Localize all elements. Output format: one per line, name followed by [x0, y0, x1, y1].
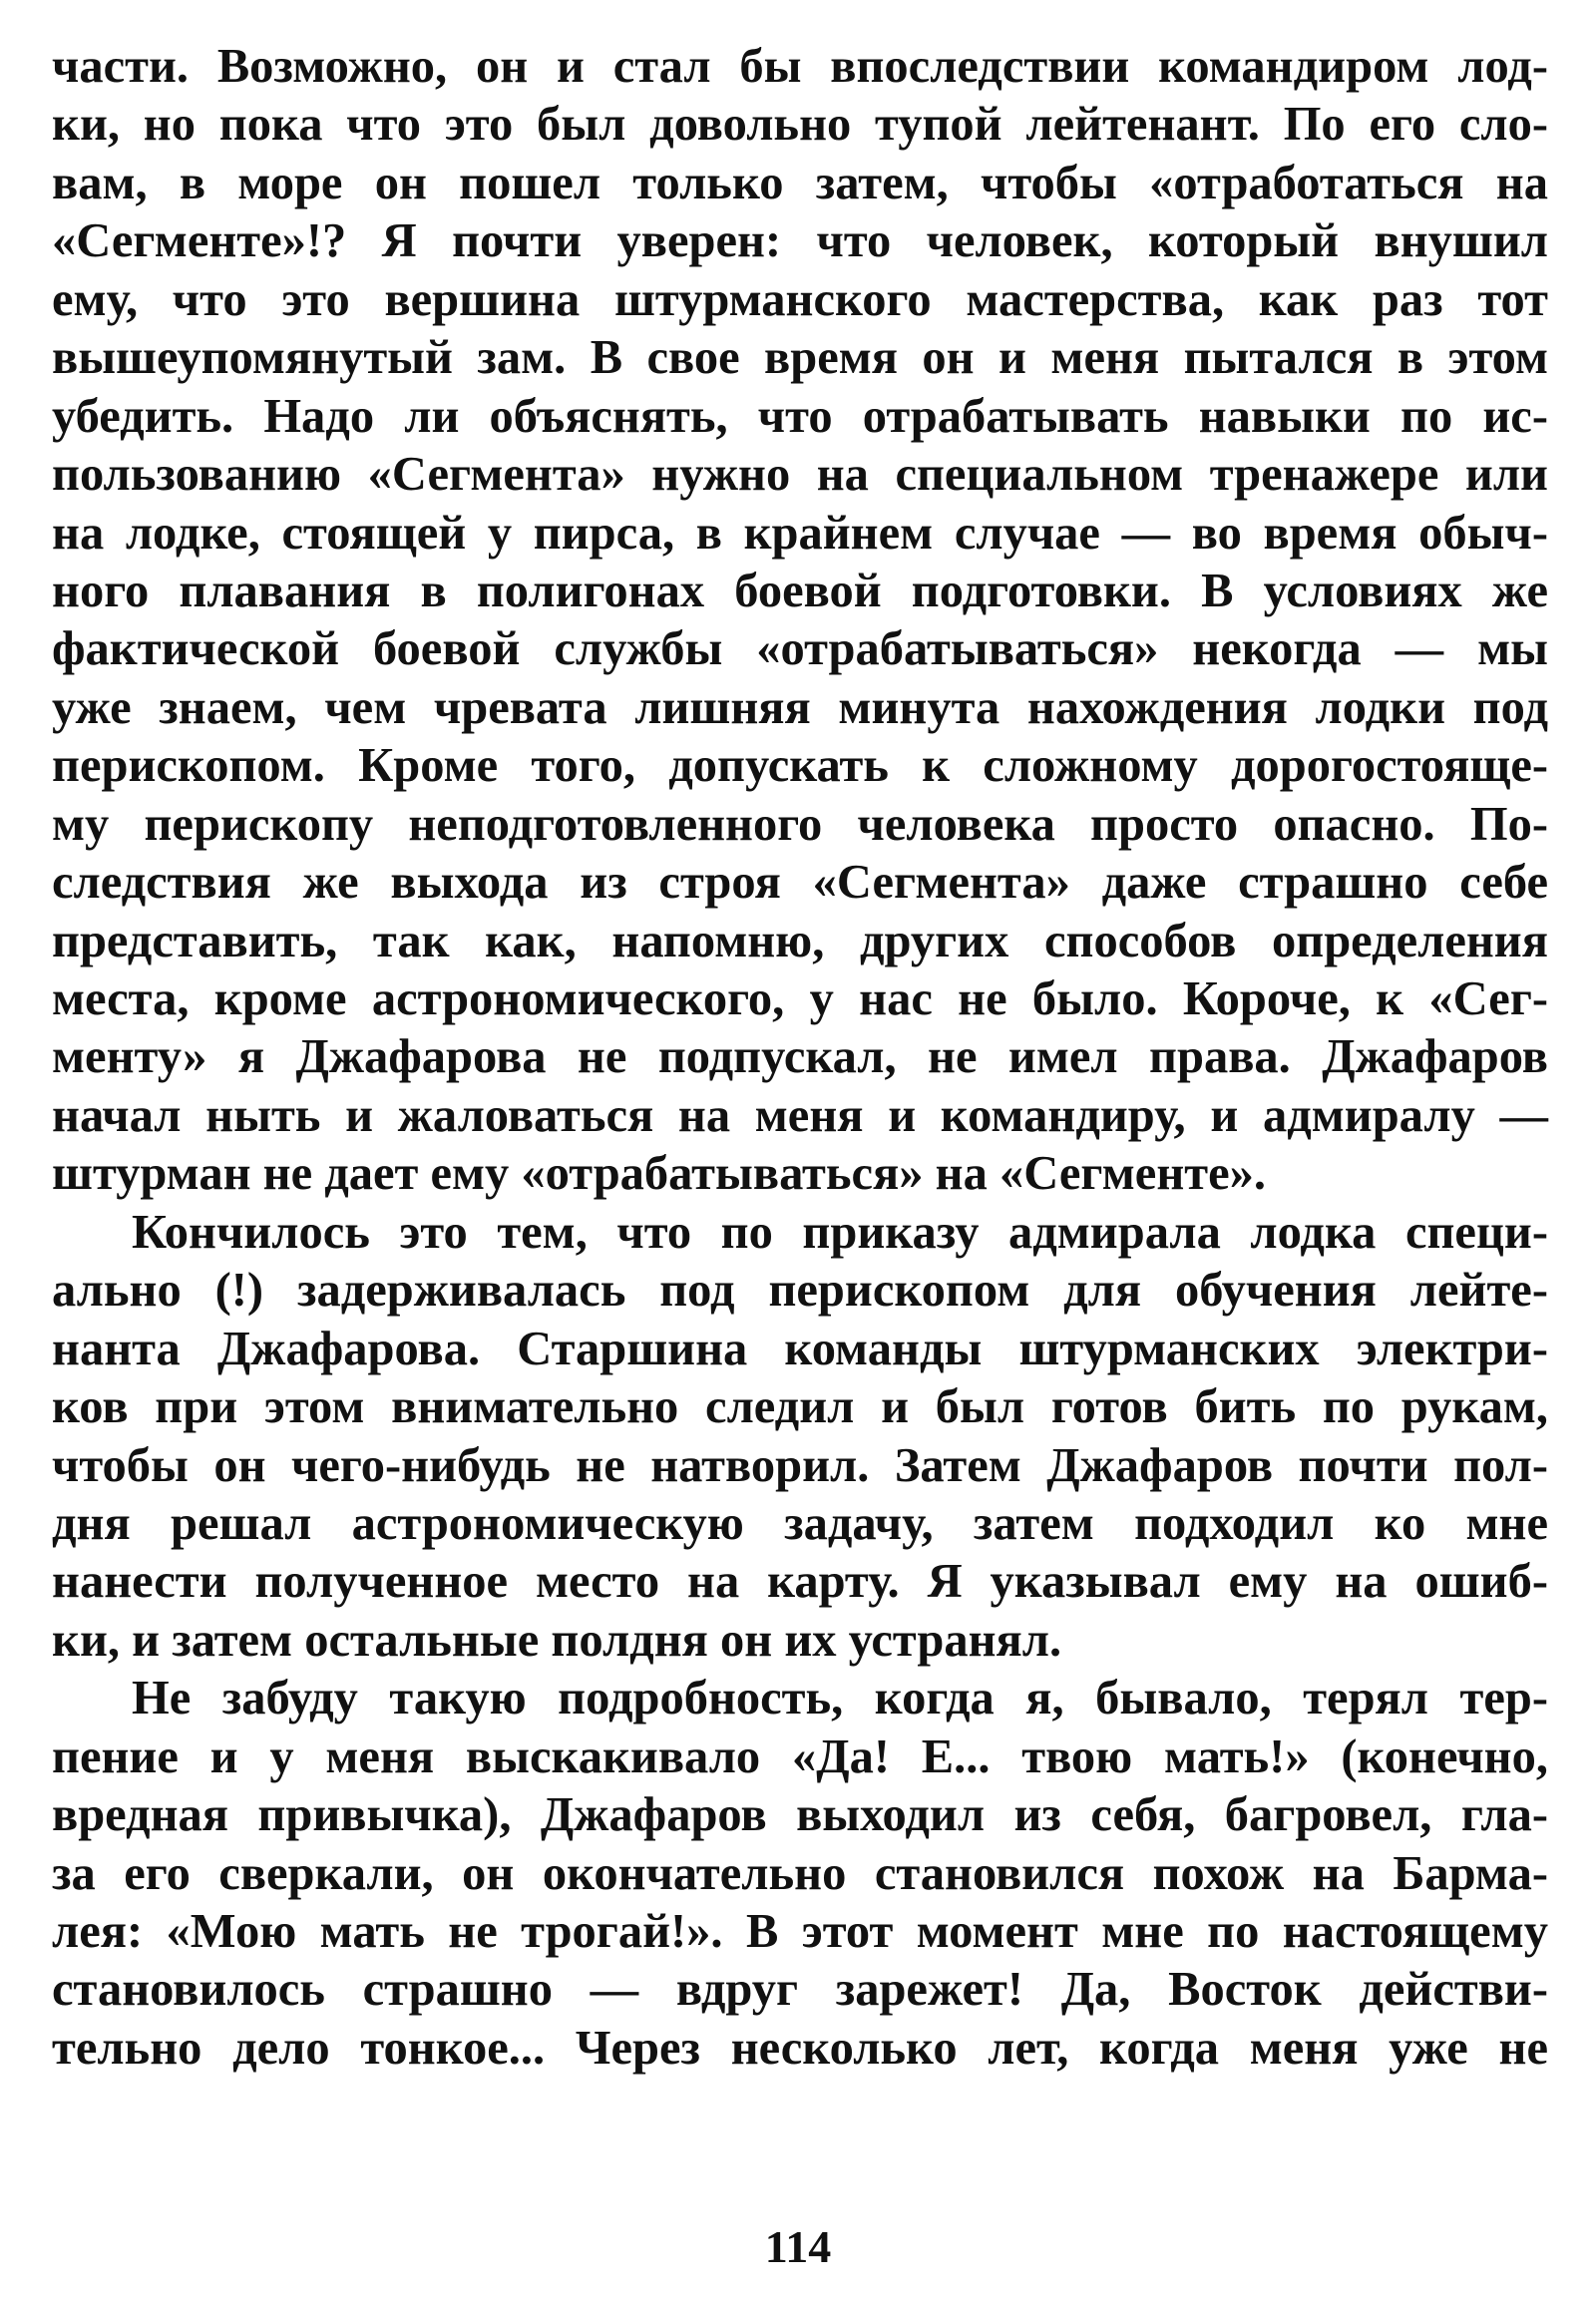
- text-line: пользованию «Сегмента» нужно на специальном тренажере или: [52, 448, 1548, 502]
- text-line: пение и у меня выскакивало «Да! Е... твою мать!» (конечно,: [52, 1729, 1548, 1783]
- text-line: дня решал астрономическую задачу, затем подходил ко мне: [52, 1496, 1548, 1550]
- text-line: на лодке, стоящей у пирса, в крайнем случае — во время обыч-: [52, 506, 1548, 560]
- text-line: вам, в море он пошел только затем, чтобы «отработаться на: [52, 156, 1548, 209]
- text-line: уже знаем, чем чревата лишняя минута нахождения лодки под: [52, 680, 1548, 734]
- text-line: менту» я Джафарова не подпускал, не имел права. Джафаров: [52, 1030, 1548, 1084]
- text-line: убедить. Надо ли объяснять, что отрабатывать навыки по ис-: [52, 389, 1548, 443]
- text-line: ного плавания в полигонах боевой подготовки. В условиях же: [52, 564, 1548, 617]
- text-line: становилось страшно — вдруг зарежет! Да, Восток действи-: [52, 1963, 1548, 2017]
- text-line: представить, так как, напомню, других способов определения: [52, 914, 1548, 967]
- text-line: «Сегменте»!? Я почти уверен: что человек, который внушил: [52, 214, 1548, 268]
- text-line: нанта Джафарова. Старшина команды штурманских электри-: [52, 1322, 1548, 1375]
- page-number: 114: [764, 2221, 832, 2272]
- text-line: лея: «Мою мать не трогай!». В этот момент мне по настоящему: [52, 1905, 1548, 1958]
- text-line: чтобы он чего-нибудь не натворил. Затем Джафаров почти пол-: [52, 1438, 1548, 1492]
- text-line: ему, что это вершина штурманского мастерства, как раз тот: [52, 272, 1548, 326]
- text-line: ки, но пока что это был довольно тупой лейтенант. По его сло-: [52, 98, 1548, 152]
- text-line: места, кроме астрономического, у нас не было. Короче, к «Сег-: [52, 972, 1548, 1025]
- text-line: ков при этом внимательно следил и был готов бить по рукам,: [52, 1380, 1548, 1434]
- text-line: тельно дело тонкое... Через несколько лет, когда меня уже не: [52, 2021, 1548, 2075]
- text-line: фактической боевой службы «отрабатываться» некогда — мы: [52, 622, 1548, 676]
- text-line: начал ныть и жаловаться на меня и командиру, и адмиралу —: [52, 1088, 1548, 1142]
- text-line: части. Возможно, он и стал бы впоследствии командиром лод-: [52, 40, 1548, 93]
- text-line: Кончилось это тем, что по приказу адмирала лодка специ-: [132, 1205, 1548, 1259]
- text-line: вредная привычка), Джафаров выходил из себя, багровел, гла-: [52, 1788, 1548, 1842]
- text-line: ально (!) задерживалась под перископом для обучения лейте-: [52, 1264, 1548, 1318]
- text-line: за его сверкали, он окончательно становился похож на Барма-: [52, 1846, 1548, 1900]
- text-line: вышеупомянутый зам. В свое время он и меня пытался в этом: [52, 331, 1548, 385]
- text-line: штурман не дает ему «отрабатываться» на «Сегменте».: [52, 1147, 1266, 1201]
- page-text: [52, 38, 1548, 2078]
- text-line: Не забуду такую подробность, когда я, бывало, терял тер-: [132, 1672, 1548, 1725]
- text-line: му перископу неподготовленного человека просто опасно. По-: [52, 797, 1548, 851]
- text-line: следствия же выхода из строя «Сегмента» даже страшно себе: [52, 856, 1548, 910]
- text-line: ки, и затем остальные полдня он их устранял.: [52, 1613, 1062, 1667]
- text-line: перископом. Кроме того, допускать к сложному дорогостояще-: [52, 739, 1548, 793]
- text-line: нанести полученное место на карту. Я указывал ему на ошиб-: [52, 1555, 1548, 1609]
